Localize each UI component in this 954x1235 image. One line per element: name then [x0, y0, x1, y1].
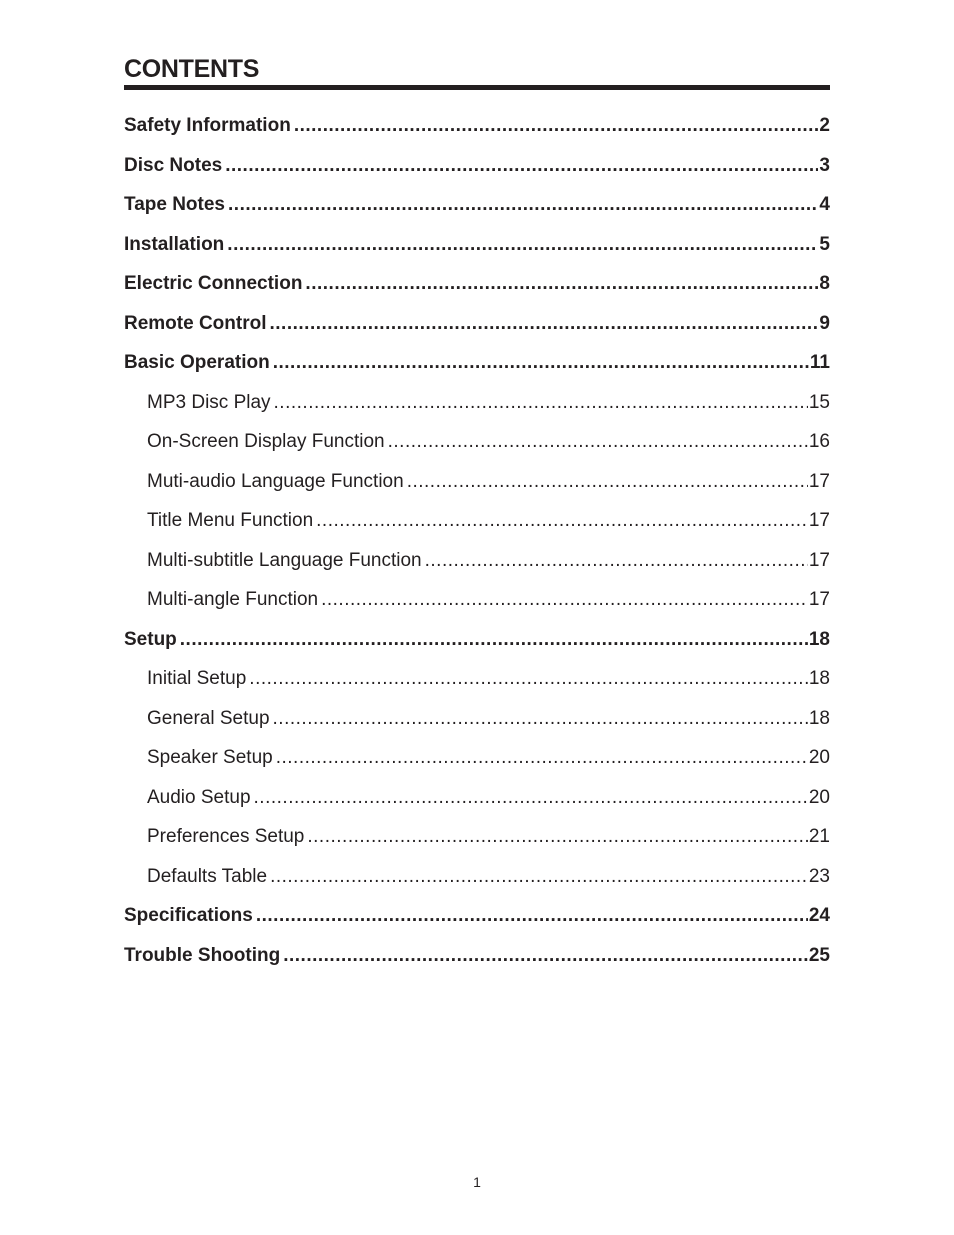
- toc-entry-page: 18: [808, 668, 830, 689]
- toc-entry-label: Specifications: [124, 905, 253, 926]
- toc-dot-leader: [321, 580, 808, 620]
- toc-section-entry[interactable]: [124, 896, 830, 936]
- toc-entry-label: Installation: [124, 233, 225, 255]
- toc-section-entry[interactable]: [124, 304, 830, 344]
- toc-section-entry[interactable]: [124, 185, 830, 225]
- toc-entry-page: 16: [808, 431, 830, 452]
- toc-entry-label: Multi-angle Function: [147, 589, 319, 610]
- toc-entry-label: Initial Setup: [147, 668, 247, 689]
- toc-subsection-entry[interactable]: [124, 501, 830, 541]
- toc-entry-page: 20: [808, 786, 830, 808]
- toc-dot-leader: [228, 185, 818, 225]
- toc-dot-leader: [425, 541, 808, 581]
- toc-entry-page: 17: [808, 470, 830, 492]
- toc-entry-page: 15: [808, 391, 830, 413]
- toc-entry-page: 5: [819, 233, 830, 255]
- toc-section-entry[interactable]: [124, 106, 830, 146]
- toc-dot-leader: [225, 146, 818, 186]
- toc-entry-page: 17: [808, 549, 830, 571]
- toc-dot-leader: [180, 620, 808, 660]
- toc-entry-label: On-Screen Display Function: [147, 431, 385, 452]
- toc-entry-page: 18: [808, 628, 830, 650]
- table-of-contents: [124, 106, 830, 975]
- toc-entry-label: Safety Information: [124, 115, 291, 136]
- toc-dot-leader: [256, 896, 808, 936]
- toc-subsection-entry[interactable]: [124, 659, 830, 699]
- toc-entry-label: Disc Notes: [124, 154, 223, 176]
- toc-entry-page: 17: [808, 510, 830, 531]
- toc-subsection-entry[interactable]: [124, 778, 830, 818]
- toc-subsection-entry[interactable]: [124, 383, 830, 423]
- toc-entry-page: 24: [808, 905, 830, 926]
- toc-section-entry[interactable]: [124, 343, 830, 383]
- toc-entry-page: 25: [808, 944, 830, 966]
- toc-entry-label: Title Menu Function: [147, 510, 314, 531]
- toc-subsection-entry[interactable]: [124, 580, 830, 620]
- toc-entry-label: Muti-audio Language Function: [147, 470, 404, 492]
- toc-dot-leader: [254, 778, 808, 818]
- toc-dot-leader: [294, 106, 819, 146]
- toc-entry-page: 9: [819, 312, 830, 334]
- toc-entry-label: Basic Operation: [124, 352, 270, 373]
- toc-section-entry[interactable]: [124, 620, 830, 660]
- toc-subsection-entry[interactable]: [124, 857, 830, 897]
- toc-entry-label: General Setup: [147, 707, 270, 729]
- toc-dot-leader: [276, 738, 808, 778]
- toc-section-entry[interactable]: [124, 225, 830, 265]
- toc-entry-page: 17: [808, 589, 830, 610]
- toc-subsection-entry[interactable]: [124, 462, 830, 502]
- toc-dot-leader: [274, 383, 808, 423]
- title-divider: [124, 85, 830, 90]
- toc-entry-page: 8: [819, 273, 830, 294]
- toc-entry-label: Preferences Setup: [147, 826, 305, 847]
- toc-dot-leader: [316, 501, 808, 541]
- toc-subsection-entry[interactable]: [124, 738, 830, 778]
- toc-entry-label: Speaker Setup: [147, 747, 273, 768]
- toc-entry-label: Trouble Shooting: [124, 944, 281, 966]
- page-title: CONTENTS: [124, 55, 260, 83]
- toc-entry-page: 23: [808, 865, 830, 887]
- toc-subsection-entry[interactable]: [124, 541, 830, 581]
- toc-subsection-entry[interactable]: [124, 422, 830, 462]
- toc-entry-label: Remote Control: [124, 312, 267, 334]
- toc-entry-page: 4: [819, 194, 830, 215]
- toc-dot-leader: [283, 936, 808, 976]
- toc-subsection-entry[interactable]: [124, 699, 830, 739]
- toc-entry-page: 3: [819, 154, 830, 176]
- toc-dot-leader: [273, 699, 808, 739]
- toc-dot-leader: [270, 857, 808, 897]
- toc-dot-leader: [227, 225, 818, 265]
- toc-dot-leader: [388, 422, 808, 462]
- toc-section-entry[interactable]: [124, 936, 830, 976]
- toc-dot-leader: [305, 264, 818, 304]
- toc-entry-label: MP3 Disc Play: [147, 391, 271, 413]
- page-number: 1: [473, 1174, 481, 1190]
- toc-entry-label: Multi-subtitle Language Function: [147, 549, 422, 571]
- toc-entry-label: Defaults Table: [147, 865, 268, 887]
- toc-dot-leader: [307, 817, 807, 857]
- toc-entry-page: 20: [808, 747, 830, 768]
- toc-entry-label: Electric Connection: [124, 273, 303, 294]
- toc-entry-label: Audio Setup: [147, 786, 251, 808]
- toc-dot-leader: [270, 304, 819, 344]
- toc-entry-label: Setup: [124, 628, 177, 650]
- toc-entry-page: 21: [808, 826, 830, 847]
- toc-dot-leader: [249, 659, 808, 699]
- toc-section-entry[interactable]: [124, 146, 830, 186]
- toc-entry-page: 2: [819, 115, 830, 136]
- toc-entry-page: 11: [809, 352, 830, 373]
- toc-entry-page: 18: [808, 707, 830, 729]
- toc-dot-leader: [407, 462, 808, 502]
- toc-dot-leader: [273, 343, 809, 383]
- toc-subsection-entry[interactable]: [124, 817, 830, 857]
- toc-entry-label: Tape Notes: [124, 194, 226, 215]
- toc-section-entry[interactable]: [124, 264, 830, 304]
